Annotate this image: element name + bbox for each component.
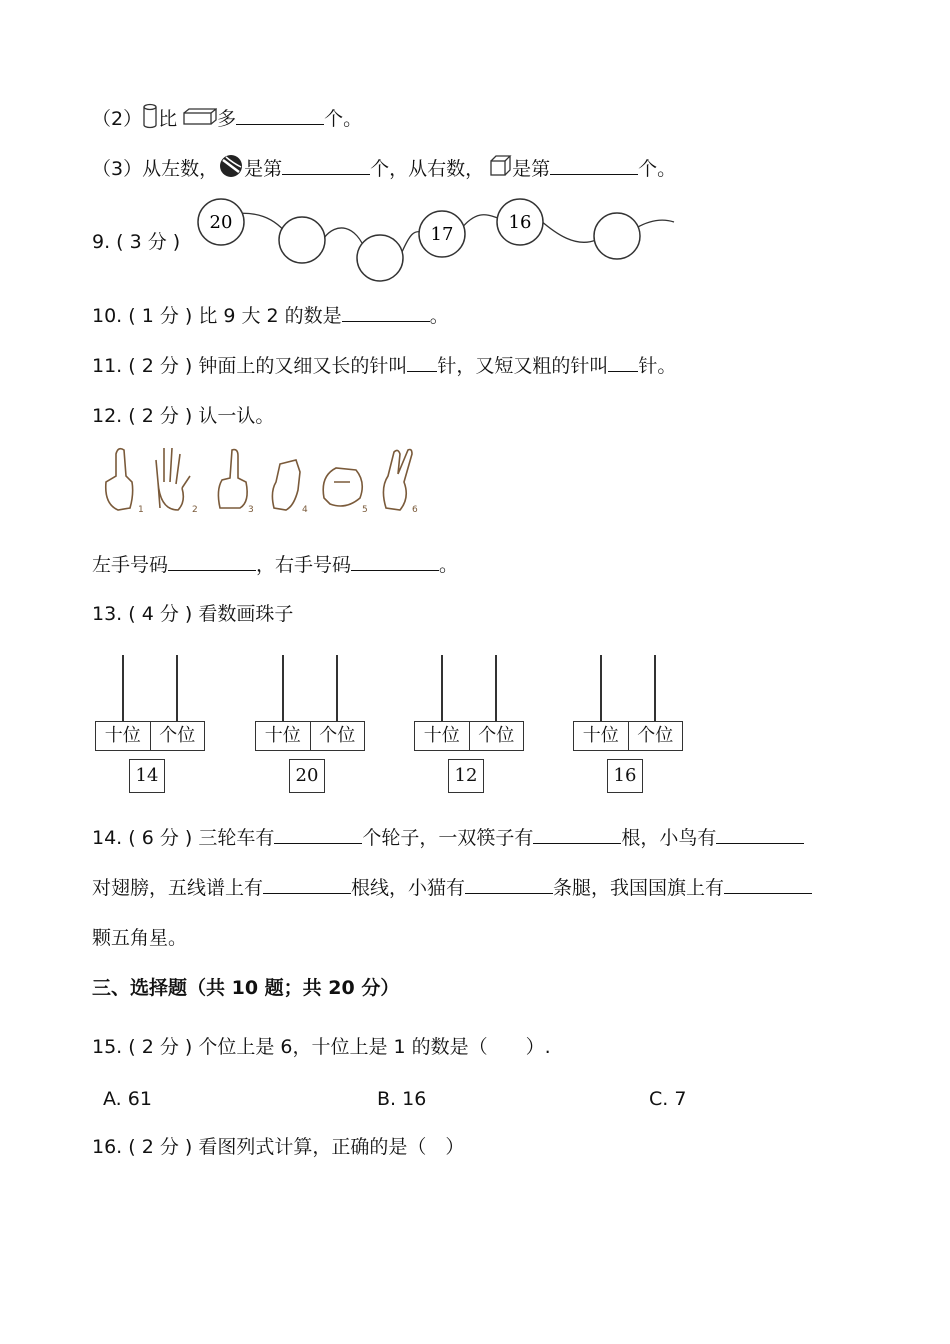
q15-text: 个位上是 6，十位上是 1 的数是（ ）. [198,1036,551,1058]
q8-part3-is-nth2: 是第 [512,158,551,180]
tens-label: 十位 [104,725,141,746]
q8-part2-answer-blank[interactable] [236,106,324,125]
q8-part3-is-nth: 是第 [244,158,283,180]
q8-part2 [92,103,362,136]
q14-t4: 对翅膀，五线谱上有 [92,877,264,899]
q16-text: 看图列式计算，正确的是（ ） [198,1136,465,1158]
q11-text3: 针。 [638,355,677,377]
q14-blank-flag-stars[interactable] [724,875,812,894]
q8-part3 [92,153,676,186]
q14-blank-wheels[interactable] [274,825,362,844]
tens-rod[interactable] [122,655,124,721]
tens-label: 十位 [264,725,301,746]
chain-circle [497,199,543,245]
abacus-number: 20 [289,759,325,793]
abacus-14 [95,655,205,795]
abacus-20 [255,655,365,795]
q11-label: 11. ( 2 分 ) [92,355,193,377]
hand-icon [383,450,418,516]
tens-rod[interactable] [600,655,602,721]
q13-label: 13. ( 4 分 ) [92,603,193,625]
hand-icon [106,449,144,515]
q8-part2-unit: 个。 [324,108,363,130]
q14-t3: 根，小鸟有 [621,827,717,849]
q15-option-c[interactable]: C. 7 [649,1088,687,1110]
hand-number: 5 [362,505,368,515]
hands-figure [98,442,428,522]
q13-text: 看数画珠子 [198,603,294,625]
cube-icon [490,155,512,184]
number-chain [186,194,706,294]
q8-part2-prefix: （2） [92,108,143,130]
ones-label: 个位 [628,722,683,750]
q10 [92,303,449,329]
ones-label: 个位 [150,722,205,750]
ones-rod[interactable] [176,655,178,721]
q15-option-b[interactable]: B. 16 [377,1088,427,1110]
q14-line1 [92,825,804,851]
q12 [92,403,274,429]
ones-label: 个位 [469,722,524,750]
q9-label: 9. ( 3 分 ) [92,231,181,253]
q14-label: 14. ( 6 分 ) [92,827,193,849]
abacus-number: 14 [129,759,165,793]
q14-t1: 三轮车有 [198,827,275,849]
cuboid-icon [183,107,217,133]
q12-answer-end: 。 [439,554,459,576]
q16 [92,1134,464,1160]
q11-blank-1[interactable] [407,353,437,372]
q10-label: 10. ( 1 分 ) [92,305,193,327]
q14-t7: 颗五角星。 [92,927,188,949]
chain-circle[interactable] [594,213,640,259]
q12-answer-mid: ，右手号码 [256,554,352,576]
q15-option-a[interactable]: A. 61 [103,1088,152,1110]
q8-part3-right-blank[interactable] [550,156,638,175]
q8-part3-mid: 个，从右数， [370,158,485,180]
tens-label: 十位 [423,725,460,746]
abacus-12 [414,655,524,795]
q12-right-blank[interactable] [351,552,439,571]
chain-circle [198,199,244,245]
place-value-labels [414,721,524,751]
ones-rod[interactable] [495,655,497,721]
chain-number: 17 [430,224,454,245]
q14-t5: 根线，小猫有 [351,877,466,899]
q12-answer [92,552,458,578]
q14-t6: 条腿，我国国旗上有 [553,877,725,899]
q12-left-blank[interactable] [168,552,256,571]
q12-answer-left: 左手号码 [92,554,169,576]
place-value-labels [255,721,365,751]
abacus-number: 12 [448,759,484,793]
ones-rod[interactable] [654,655,656,721]
chain-number: 20 [209,212,233,233]
q10-answer-blank[interactable] [342,303,430,322]
chain-circle[interactable] [357,235,403,281]
tens-rod[interactable] [282,655,284,721]
q10-end: 。 [429,305,449,327]
ball-icon [218,153,244,186]
tens-rod[interactable] [441,655,443,721]
hand-number: 2 [192,505,198,515]
hand-icon [323,468,368,515]
q14-blank-cat-legs[interactable] [465,875,553,894]
q8-part3-prefix: （3）从左数， [92,158,219,180]
hand-number: 3 [248,505,254,515]
q8-part3-left-blank[interactable] [282,156,370,175]
q16-label: 16. ( 2 分 ) [92,1136,193,1158]
q14-blank-staff-lines[interactable] [263,875,351,894]
tens-label: 十位 [582,725,619,746]
ones-label: 个位 [310,722,365,750]
q13 [92,601,293,627]
chain-number: 16 [508,212,532,233]
abacus-number: 16 [607,759,643,793]
hand-number: 1 [138,505,144,515]
abacus-16 [573,655,683,795]
q14-line2 [92,875,812,901]
q8-part2-compare: 比 [158,108,178,130]
q10-text: 比 9 大 2 的数是 [198,305,342,327]
place-value-labels [95,721,205,751]
q8-part2-more: 多 [217,108,237,130]
q14-t2: 个轮子，一双筷子有 [362,827,534,849]
cylinder-icon [142,103,158,136]
q14-blank-chopsticks[interactable] [533,825,621,844]
chain-circle[interactable] [279,217,325,263]
q12-label: 12. ( 2 分 ) [92,405,193,427]
ones-rod[interactable] [336,655,338,721]
q8-part3-end: 个。 [638,158,677,180]
hand-icon [218,450,253,515]
q11 [92,353,676,379]
q14-blank-wings[interactable] [716,825,804,844]
hand-number: 4 [302,505,308,515]
chain-circle [419,211,465,257]
section3-title: 三、选择题（共 10 题；共 20 分） [92,977,400,999]
hand-icon [272,460,308,515]
q11-text2: 针，又短又粗的针叫 [437,355,609,377]
q15 [92,1034,551,1060]
q15-label: 15. ( 2 分 ) [92,1036,193,1058]
q11-blank-2[interactable] [608,353,638,372]
hand-number: 6 [412,505,418,515]
place-value-labels [573,721,683,751]
hand-icon [156,448,198,515]
q11-text1: 钟面上的又细又长的针叫 [198,355,408,377]
q12-text: 认一认。 [198,405,275,427]
